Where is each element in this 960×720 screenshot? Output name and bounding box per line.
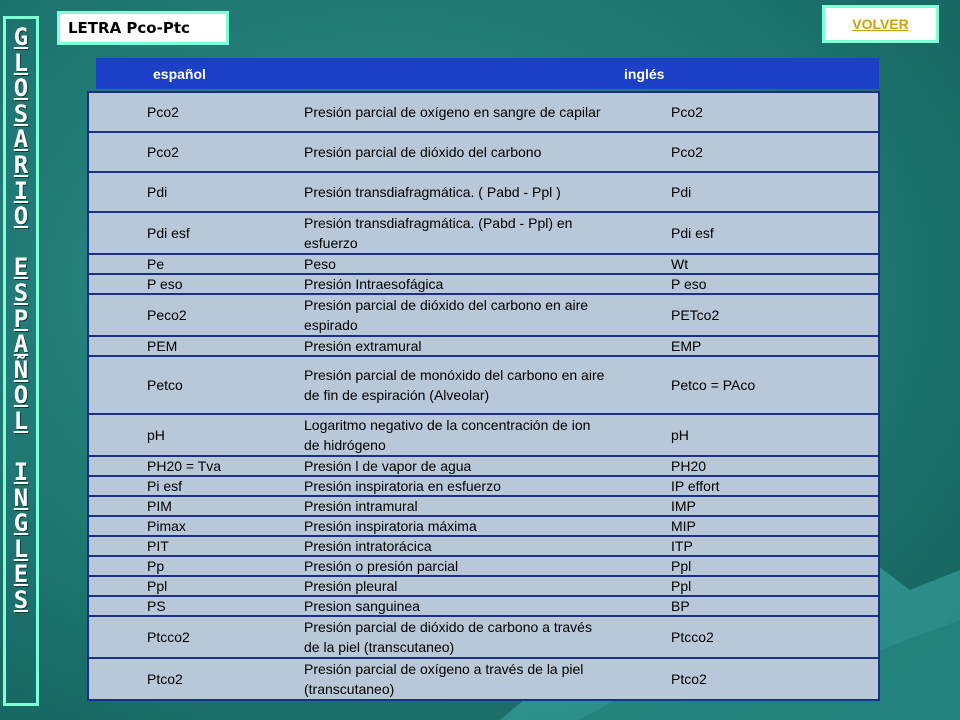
term-spanish: Petco <box>88 356 270 414</box>
table-row <box>88 496 879 516</box>
term-spanish: Pdi esf <box>88 212 270 254</box>
table-row <box>88 132 879 172</box>
term-english: Ptco2 <box>615 658 879 700</box>
term-english: IMP <box>615 496 879 516</box>
side-title-letter: G <box>13 23 29 51</box>
term-spanish: P eso <box>88 274 270 294</box>
side-title-letter: S <box>13 586 29 615</box>
side-title-letter: A <box>13 330 29 359</box>
term-english: BP <box>615 596 879 616</box>
term-definition: Presion sanguinea <box>270 596 615 616</box>
term-definition: Presión parcial de oxígeno a través de la piel (transcutaneo) <box>270 658 615 700</box>
table-row <box>88 576 879 596</box>
term-definition: Presión intratorácica <box>270 536 615 556</box>
term-spanish: Ptcco2 <box>88 616 270 658</box>
term-spanish: Ptco2 <box>88 658 270 700</box>
side-title-letter: L <box>13 534 29 563</box>
term-spanish: Pco2 <box>88 132 270 172</box>
term-spanish: Pe <box>88 254 270 274</box>
table-row <box>88 356 879 414</box>
term-definition: Presión parcial de dióxido del carbono en aire espirado <box>270 294 615 336</box>
side-title-letter: G <box>13 509 29 538</box>
term-spanish: PH20 = Tva <box>88 456 270 476</box>
term-spanish: Ppl <box>88 576 270 596</box>
term-english: Ppl <box>615 556 879 576</box>
term-english: IP effort <box>615 476 879 496</box>
term-english: Petco = PAco <box>615 356 879 414</box>
term-definition: Presión transdiafragmática. (Pabd - Ppl) en esfuerzo <box>270 212 615 254</box>
term-definition: Peso <box>270 254 615 274</box>
table-row <box>88 274 879 294</box>
term-english: Ppl <box>615 576 879 596</box>
table-row <box>88 92 879 132</box>
side-title-letter: I <box>13 458 29 487</box>
side-title-letter: Ñ <box>13 355 29 384</box>
term-spanish: PS <box>88 596 270 616</box>
term-definition: Presión intramural <box>270 496 615 516</box>
table-row <box>88 516 879 536</box>
term-definition: Presión l de vapor de agua <box>270 456 615 476</box>
term-english: PETco2 <box>615 294 879 336</box>
term-english: Pco2 <box>615 132 879 172</box>
page-title: LETRA Pco-Ptc <box>57 11 229 45</box>
term-english: Wt <box>615 254 879 274</box>
table-row <box>88 294 879 336</box>
term-spanish: PIM <box>88 496 270 516</box>
table-row <box>88 336 879 356</box>
term-english: PH20 <box>615 456 879 476</box>
term-definition: Presión transdiafragmática. ( Pabd - Ppl ) <box>270 172 615 212</box>
glossary-table <box>87 91 880 701</box>
table-row <box>88 456 879 476</box>
term-english: EMP <box>615 336 879 356</box>
glossary-side-link[interactable] <box>3 16 39 706</box>
term-spanish: PIT <box>88 536 270 556</box>
side-title-letter: O <box>13 202 29 231</box>
term-english: ITP <box>615 536 879 556</box>
table-row <box>88 212 879 254</box>
side-title-letter: E <box>13 253 29 282</box>
term-definition: Presión parcial de dióxido de carbono a través de la piel (transcutaneo) <box>270 616 615 658</box>
volver-button[interactable]: VOLVER <box>822 5 939 43</box>
term-spanish: Peco2 <box>88 294 270 336</box>
side-title-letter: I <box>13 176 29 205</box>
table-row <box>88 556 879 576</box>
side-title-letter: S <box>13 99 29 128</box>
side-title-letter: L <box>13 406 29 435</box>
table-row <box>88 658 879 700</box>
table-row <box>88 172 879 212</box>
table-row <box>88 616 879 658</box>
side-title-letter: O <box>13 381 29 410</box>
term-definition: Presión parcial de monóxido del carbono en aire de fin de espiración (Alveolar) <box>270 356 615 414</box>
term-english: P eso <box>615 274 879 294</box>
term-definition: Presión extramural <box>270 336 615 356</box>
term-spanish: Pp <box>88 556 270 576</box>
term-spanish: Pdi <box>88 172 270 212</box>
side-title-letter: L <box>13 48 29 77</box>
side-title-letter: S <box>13 278 29 307</box>
term-definition: Presión inspiratoria en esfuerzo <box>270 476 615 496</box>
side-title-letter: R <box>13 150 29 179</box>
term-definition: Presión pleural <box>270 576 615 596</box>
table-row <box>88 476 879 496</box>
side-title-letter: N <box>13 483 29 512</box>
header-spanish: español <box>153 66 206 82</box>
table-row <box>88 536 879 556</box>
term-english: Pdi <box>615 172 879 212</box>
side-title-letter: O <box>13 74 29 103</box>
term-english: Pco2 <box>615 92 879 132</box>
term-definition: Logaritmo negativo de la concentración de ion de hidrógeno <box>270 414 615 456</box>
side-title-letter: A <box>13 125 29 154</box>
term-spanish: Pimax <box>88 516 270 536</box>
table-row <box>88 596 879 616</box>
term-definition: Presión inspiratoria máxima <box>270 516 615 536</box>
term-spanish: PEM <box>88 336 270 356</box>
side-title-letter: P <box>13 304 29 333</box>
term-spanish: Pco2 <box>88 92 270 132</box>
table-header <box>96 58 879 89</box>
term-definition: Presión o presión parcial <box>270 556 615 576</box>
term-definition: Presión parcial de dióxido del carbono <box>270 132 615 172</box>
header-english: inglés <box>624 66 665 82</box>
table-row <box>88 254 879 274</box>
term-definition: Presión Intraesofágica <box>270 274 615 294</box>
term-english: Ptcco2 <box>615 616 879 658</box>
term-english: Pdi esf <box>615 212 879 254</box>
term-english: pH <box>615 414 879 456</box>
term-spanish: pH <box>88 414 270 456</box>
term-spanish: Pi esf <box>88 476 270 496</box>
table-row <box>88 414 879 456</box>
side-title-letter: E <box>13 560 29 589</box>
term-english: MIP <box>615 516 879 536</box>
term-definition: Presión parcial de oxígeno en sangre de capilar <box>270 92 615 132</box>
